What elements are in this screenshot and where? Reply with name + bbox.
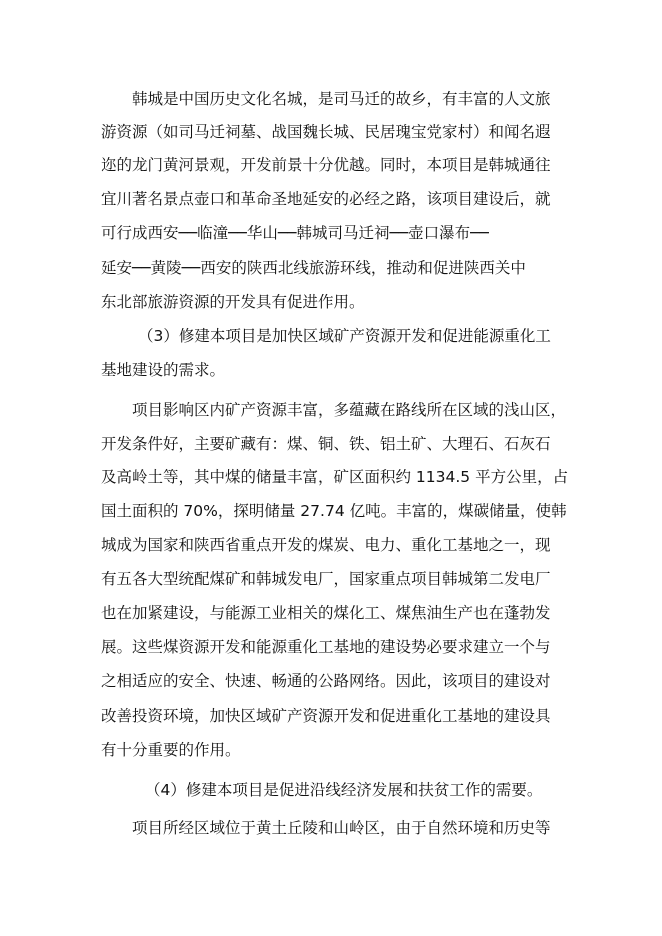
text-line: 韩城是中国历史文化名城，是司马迁的故乡，有丰富的人文旅 — [132, 90, 551, 108]
text-line: 之相适应的安全、快速、畅通的公路网络。因此，该项目的建设对 — [101, 672, 551, 690]
text-line: 延安──黄陵──西安的陕西北线旅游环线，推动和促进陕西关中 — [101, 259, 526, 277]
text-line: 项目影响区内矿产资源丰富，多蕴藏在路线所在区域的浅山区， — [132, 401, 567, 419]
text-line: 东北部旅游资源的开发具有促进作用。 — [101, 293, 365, 311]
text-line: 可行成西安──临潼──华山──韩城司马迁祠──壶口瀑布── — [101, 224, 489, 242]
section-heading-4: （4）修建本项目是促进沿线经济发展和扶贫工作的需要。 — [145, 781, 543, 799]
section-heading-3-cont: 基地建设的需求。 — [101, 361, 226, 379]
text-line: 国土面积的 70%，探明储量 27.74 亿吨。丰富的，煤碳储量，使韩 — [101, 502, 567, 520]
text-line: 项目所经区域位于黄土丘陵和山岭区，由于自然环境和历史等 — [132, 819, 551, 837]
text-line: 迩的龙门黄河景观，开发前景十分优越。同时，本项目是韩城通往 — [101, 156, 551, 174]
section-heading-3: （3）修建本项目是加快区域矿产资源开发和促进能源重化工 — [138, 327, 551, 345]
text-line: 展。这些煤资源开发和能源重化工基地的建设势必要求建立一个与 — [101, 638, 551, 656]
text-line: 有五各大型统配煤矿和韩城发电厂，国家重点项目韩城第二发电厂 — [101, 570, 551, 588]
text-line: 改善投资环境，加快区域矿产资源开发和促进重化工基地的建设具 — [101, 707, 551, 725]
text-line: 游资源（如司马迁祠墓、战国魏长城、民居瑰宝党家村）和闻名遐 — [101, 123, 551, 141]
text-line: 开发条件好，主要矿藏有：煤、铜、铁、铝土矿、大理石、石灰石 — [101, 435, 551, 453]
text-line: 宜川著名景点壶口和革命圣地延安的必经之路，该项目建设后，就 — [101, 190, 551, 208]
text-line: 及高岭土等，其中煤的储量丰富，矿区面积约 1134.5 平方公里，占 — [101, 468, 569, 486]
text-line: 城成为国家和陕西省重点开发的煤炭、电力、重化工基地之一，现 — [101, 536, 551, 554]
text-line: 也在加紧建设，与能源工业相关的煤化工、煤焦油生产也在蓬勃发 — [101, 604, 551, 622]
text-line: 有十分重要的作用。 — [101, 741, 241, 759]
